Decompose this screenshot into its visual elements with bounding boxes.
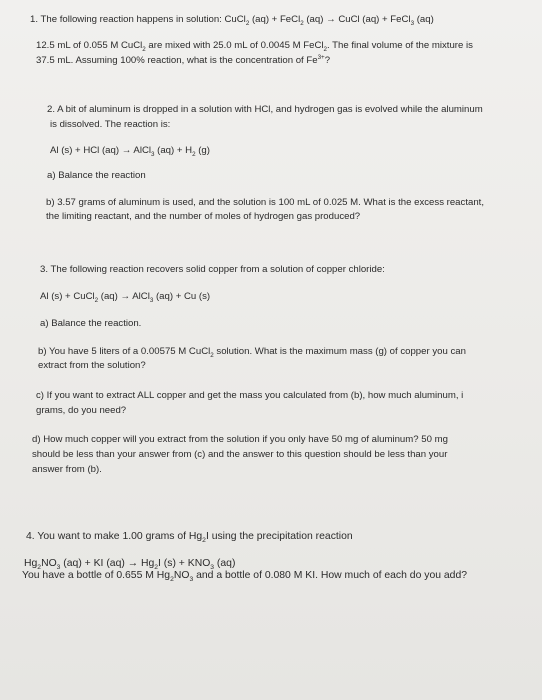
q3-part-c-line1: c) If you want to extract ALL copper and get the mass you calculated from (b), how much aluminum, i <box>36 390 464 401</box>
q4-equation: $Hg_2NO_3$ (aq) + KI $(aq) \to Hg_2I$ $(s) + KNO_3$ (aq) <box>24 558 236 572</box>
q3-part-c-line2: grams, do you need? <box>36 405 127 416</box>
q3-line1: 3. The following reaction recovers solid copper from a solution of copper chloride: <box>40 264 385 275</box>
q3-part-b-line1: b) You have 5 liters of a 0.00575 M CuCl$_2$ solution. What is the maximum mass (g) of copper you can <box>38 346 466 359</box>
q4-last-line: You have a bottle of 0.655 M $Hg_2NO_3$ and a bottle of 0.080 M KI. How much of each do you add? <box>22 570 467 584</box>
q3-part-a: a) Balance the reaction. <box>40 318 142 329</box>
q3-equation: Al (s) + CuCl$_2$ (aq) → AlCl$_3$ (aq) + Cu (s) <box>40 291 211 304</box>
q3-part-b-line2: extract from the solution? <box>38 360 146 371</box>
q4-line1: 4. You want to make 1.00 grams of $Hg_2I$ using the precipitation reaction <box>26 531 353 545</box>
q2-equation: Al (s) + HCl (aq) → AlCl$_3$ $(aq) + H_2$ (g) <box>50 145 210 158</box>
q2-part-b-line1: b) 3.57 grams of aluminum is used, and the solution is 100 mL of 0.025 M. What is the excess reactant, <box>46 197 484 208</box>
q2-line2: is dissolved. The reaction is: <box>50 119 171 130</box>
q2-part-a: a) Balance the reaction <box>47 170 146 181</box>
q2-line1: 2. A bit of aluminum is dropped in a solution with HCl, and hydrogen gas is evolved while the aluminum <box>47 104 483 115</box>
q3-part-d-line2: should be less than your answer from (c) and the answer to this question should be less than your <box>32 449 448 460</box>
q3-part-d-line1: d) How much copper will you extract from the solution if you only have 50 mg of aluminum? 50 mg <box>32 434 448 445</box>
q2-part-b-line2: the limiting reactant, and the number of moles of hydrogen gas produced? <box>46 211 361 222</box>
q1-body-line2: 37.5 mL. Assuming 100% reaction, what is the concentration of $Fe^{3+}$? <box>36 53 331 66</box>
q3-part-d-line3: answer from (b). <box>32 464 102 475</box>
q1-body-line1: 12.5 mL of 0.055 M CuCl$_2$ are mixed with 25.0 mL of 0.0045 M FeCl$_2$. The final volume of the mixture is <box>36 40 473 53</box>
q1-title: 1. The following reaction happens in solution: CuCl$_2$ (aq) + FeCl$_2$ (aq) → CuCl (aq) + FeCl$_3$ (aq) <box>30 14 434 27</box>
